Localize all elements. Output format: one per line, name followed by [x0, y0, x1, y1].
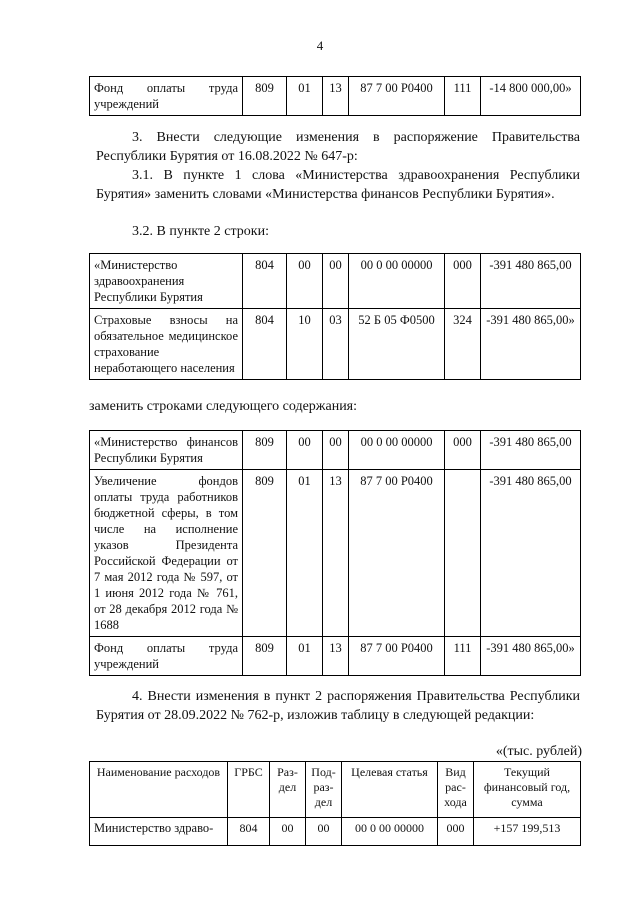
cell-podrazdel: 00 — [323, 431, 349, 470]
cell-article: 87 7 00 Р0400 — [349, 637, 445, 676]
section-3-item-1: 3.1. В пункте 1 слова «Министерства здравоохранения Республики Бурятия» заменить словами «Министерства финансов Республики Бурятия». — [96, 168, 580, 202]
cell-podrazdel: 03 — [323, 309, 349, 380]
cell-razdel: 00 — [287, 431, 323, 470]
section-3-intro: 3. Внести следующие изменения в распоряжение Правительства Республики Бурятия от 16.08.2022 № 647-р: — [96, 130, 580, 164]
replace-text: заменить строками следующего содержания: — [89, 399, 358, 414]
cell-sum: -391 480 865,00 — [481, 254, 581, 309]
header-razdel: Раз-дел — [270, 762, 306, 818]
cell-razdel: 01 — [287, 637, 323, 676]
cell-sum: -391 480 865,00 — [481, 470, 581, 637]
cell-article: 87 7 00 Р0400 — [349, 470, 445, 637]
cell-razdel: 10 — [287, 309, 323, 380]
section-4-text: 4. Внести изменения в пункт 2 распоряжения Правительства Республики Бурятия от 28.09.2022 № 762-р, изложив таблицу в следующей редакции: — [96, 689, 580, 723]
cell-article: 00 0 00 00000 — [349, 254, 445, 309]
cell-podrazdel: 00 — [323, 254, 349, 309]
table-1 — [89, 76, 581, 116]
table-row — [90, 431, 581, 470]
cell-name: Увеличение фондов оплаты труда работников бюджетной сферы, в том числе на исполнение указов Президента Российской Федерации от 7 мая 2012 года № 597, от 1 июня 2012 года № 761, от 28 декабря 2012 года № 1688 — [90, 470, 243, 637]
table-row — [90, 470, 581, 637]
page-number: 4 — [316, 38, 324, 53]
cell-vid: 111 — [445, 637, 481, 676]
cell-podrazdel: 13 — [323, 470, 349, 637]
cell-name: Фонд оплаты труда учреждений — [90, 77, 243, 116]
cell-grbs: 809 — [243, 431, 287, 470]
cell-grbs: 809 — [243, 77, 287, 116]
table-header-row — [90, 762, 581, 818]
header-podrazdel: Под-раз-дел — [306, 762, 342, 818]
table-2 — [89, 253, 581, 380]
section-3-item-2: 3.2. В пункте 2 строки: — [132, 224, 269, 239]
cell-vid: 000 — [438, 818, 474, 846]
table-row — [90, 818, 581, 846]
cell-podrazdel: 13 — [323, 637, 349, 676]
cell-sum: -14 800 000,00» — [481, 77, 581, 116]
cell-vid: 111 — [445, 77, 481, 116]
header-grbs: ГРБС — [228, 762, 270, 818]
cell-grbs: 804 — [243, 309, 287, 380]
cell-name: «Министерство финансов Республики Бурятия — [90, 431, 243, 470]
header-sum: Текущий финансовый год, сумма — [474, 762, 581, 818]
cell-name: Министерство здраво- — [90, 818, 228, 846]
table-row — [90, 254, 581, 309]
cell-article: 52 Б 05 Ф0500 — [349, 309, 445, 380]
cell-vid: 000 — [445, 254, 481, 309]
header-vid: Вид рас-хода — [438, 762, 474, 818]
cell-vid: 000 — [445, 431, 481, 470]
cell-sum: -391 480 865,00» — [481, 637, 581, 676]
cell-razdel: 01 — [287, 470, 323, 637]
units-label: «(тыс. рублей) — [495, 744, 582, 759]
cell-sum: +157 199,513 — [474, 818, 581, 846]
cell-sum: -391 480 865,00 — [481, 431, 581, 470]
cell-name: Страховые взносы на обязательное медицинское страхование неработающего населения — [90, 309, 243, 380]
cell-vid: 324 — [445, 309, 481, 380]
cell-name: Фонд оплаты труда учреждений — [90, 637, 243, 676]
table-row — [90, 309, 581, 380]
cell-article: 00 0 00 00000 — [349, 431, 445, 470]
header-name: Наименование расходов — [90, 762, 228, 818]
table-3 — [89, 430, 581, 676]
cell-vid — [445, 470, 481, 637]
cell-podrazdel: 13 — [323, 77, 349, 116]
cell-grbs: 804 — [228, 818, 270, 846]
cell-razdel: 00 — [287, 254, 323, 309]
cell-article: 87 7 00 Р0400 — [349, 77, 445, 116]
cell-grbs: 804 — [243, 254, 287, 309]
cell-razdel: 01 — [287, 77, 323, 116]
cell-name: «Министерство здравоохранения Республики Бурятия — [90, 254, 243, 309]
cell-article: 00 0 00 00000 — [342, 818, 438, 846]
cell-grbs: 809 — [243, 637, 287, 676]
cell-razdel: 00 — [270, 818, 306, 846]
table-4 — [89, 761, 581, 846]
cell-podrazdel: 00 — [306, 818, 342, 846]
table-row — [90, 77, 581, 116]
cell-grbs: 809 — [243, 470, 287, 637]
header-article: Целевая статья — [342, 762, 438, 818]
cell-sum: -391 480 865,00» — [481, 309, 581, 380]
table-row — [90, 637, 581, 676]
